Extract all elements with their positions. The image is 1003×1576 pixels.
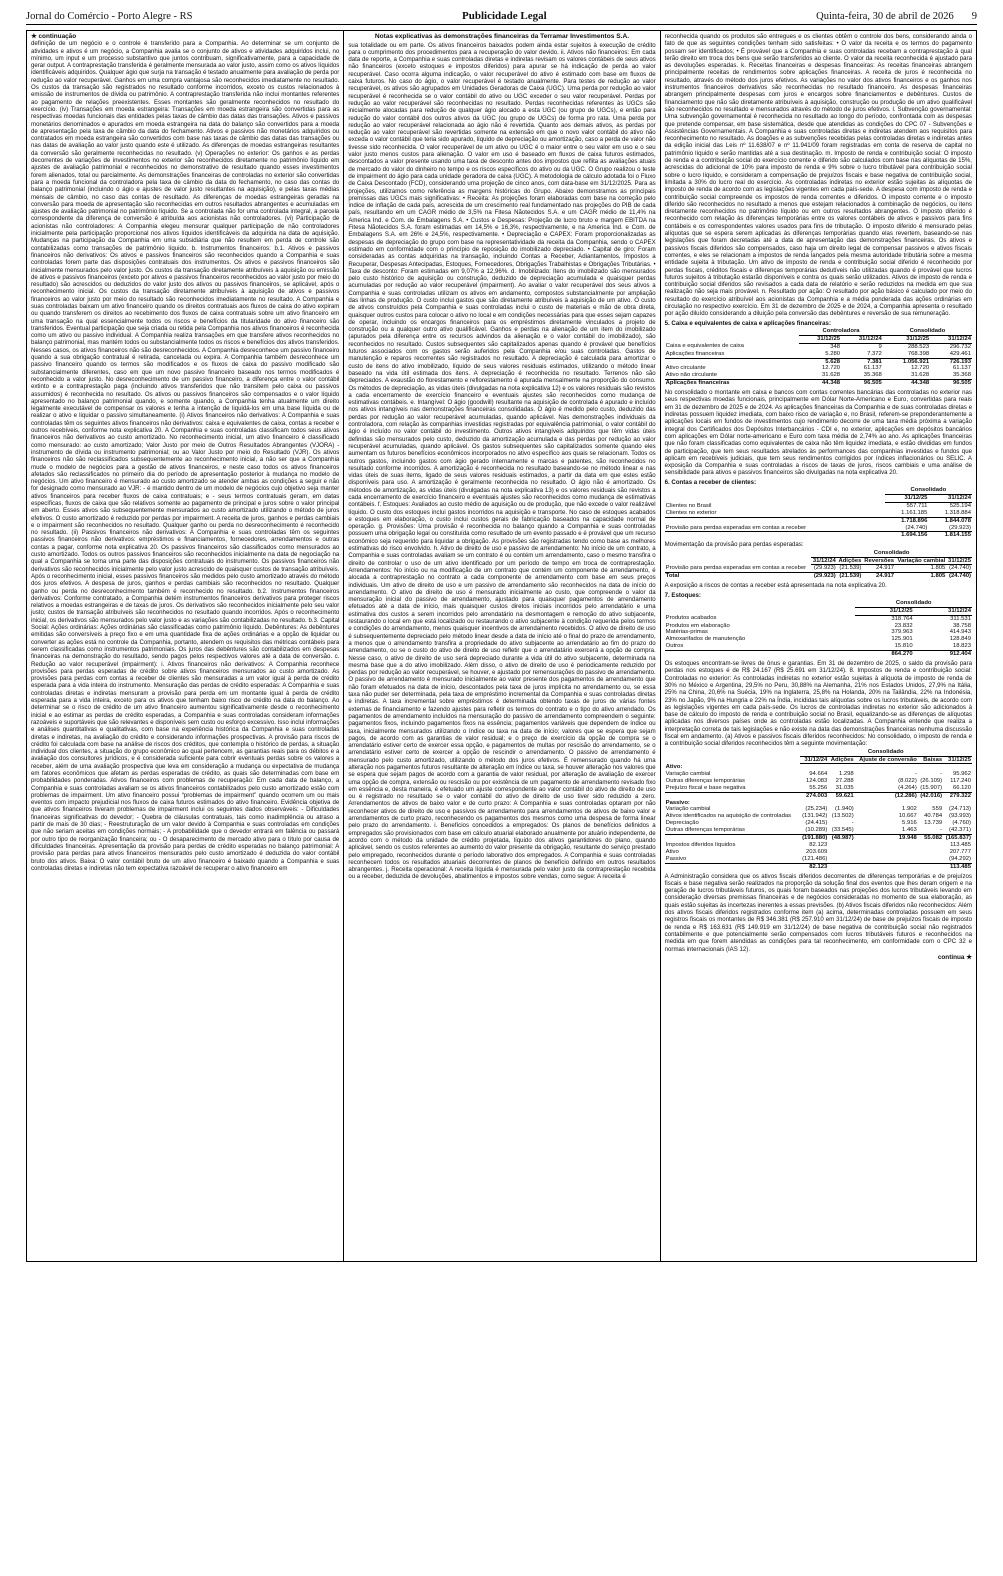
inventory-header-row [665, 607, 972, 615]
deferred-tax-row [665, 764, 972, 771]
deferred-tax-cell [855, 764, 918, 771]
deferred-tax-cell: (15.907) [920, 784, 943, 791]
cash-group-controladora: Controladora [799, 328, 883, 335]
deferred-tax-text: A Administração considera que os ativos fiscais diferidos decorrentes de diferenças temporárias e de prejuízos fiscais e base negativa serão realizados na proporção da solução final dos eventos que lhes deram origem e na geração de lucros tributáveis futuros, os quais foram baseados nas projeções dos lucros tributáveis levando em consideração diversas premissas financeiras e de negócios consideradas no momento de sua elaboração, as quais estão sujeitas às incertezas inerentes a essas previsões. (b) Ativos fiscais diferidos não reconhecidos: Além dos ativos fiscais diferidos registrados conforme item (a) acima, determinadas controladas possuem em seus registros fiscais os montantes de R$ 346.381 (R$ 257.910 em 31/12/24) de base de prejuízos fiscais de imposto de renda e R$ 163.631 (R$ 149.919 em 31/12/24) de base negativa de contribuição social não registrados contabilmente e que potencialmente serão compensados com lucros tributáveis futuros e reconhecidos na medida em que forem atendidas as condições para tal reconhecimento, em conformidade com o CPC 32 e normas internacionais (IAS 12). [664, 872, 972, 953]
inventory-row-label: Produtos em elaboração [665, 622, 730, 629]
deferred-tax-cell: (191.880) [800, 835, 829, 842]
deferred-tax-cell [828, 849, 854, 856]
provision-row-label: Provisão para perdas esperadas em contas a receber [665, 565, 807, 572]
receivables-heading: 6. Contas a receber de clientes: [664, 478, 757, 486]
receivables-row-label: Clientes no exterior [665, 509, 717, 516]
deferred-tax-row [665, 806, 972, 813]
deferred-tax-row-label: Variação cambial [665, 770, 711, 777]
cash-col-header: 31/12/24 [930, 335, 972, 343]
deferred-tax-row [665, 813, 972, 820]
cash-cell: 9 [878, 343, 882, 350]
cash-cell: 768.398 [907, 350, 930, 357]
deferred-tax-cell: (24.415) [805, 820, 828, 827]
deferred-tax-col-header: 31/12/24 [800, 756, 829, 764]
provision-col-header: Reversões [864, 557, 895, 564]
receivables-table [665, 487, 972, 539]
deferred-tax-cell: 274.003 [800, 792, 829, 799]
inventory-cell: 864.270 [855, 651, 913, 658]
inventory-row [665, 643, 972, 650]
deferred-tax-row [665, 842, 972, 849]
deferred-tax-cell: 55.256 [809, 784, 828, 791]
cash-row [665, 372, 972, 379]
provision-row [665, 573, 972, 580]
inventory-row [665, 615, 972, 622]
provision-col-header: 31/12/25 [948, 557, 971, 564]
cash-cell: 1.056.921 [883, 358, 930, 365]
deferred-tax-cell: (4.264) [898, 784, 917, 791]
deferred-tax-cell: 113.485 [943, 863, 972, 870]
inventory-row [665, 623, 972, 630]
deferred-tax-cell: 82.123 [800, 863, 829, 870]
deferred-tax-cell [918, 764, 943, 771]
deferred-tax-col-header: Ajuste de conversão [855, 756, 918, 764]
receivables-row [665, 510, 972, 517]
provision-group: Consolidado [811, 550, 972, 557]
cash-heading: 5. Caixa e equivalentes de caixa e aplicações financeiras: [664, 319, 831, 327]
cash-header-row [665, 335, 972, 343]
cash-cell: 429.461 [949, 350, 971, 357]
deferred-tax-cell: 1.298 [838, 770, 854, 777]
receivables-cell: 1.694.156 [885, 532, 929, 539]
receivables-row [665, 517, 972, 524]
deferred-tax-row-label: Depreciação [665, 820, 699, 827]
deferred-tax-cell: (33.545) [831, 827, 854, 834]
inventory-row [665, 636, 972, 643]
deferred-tax-col-header: 31/12/25 [943, 756, 972, 764]
receivables-cell: 557.711 [906, 502, 928, 509]
provision-header-row [665, 557, 972, 565]
legal-notice-frame [26, 30, 977, 1262]
inventory-cell: 379.963 [891, 629, 913, 636]
receivables-row [665, 502, 972, 509]
deferred-tax-cell [828, 856, 854, 863]
deferred-tax-row [665, 827, 972, 834]
provision-note: A exposição a riscos de contas a receber está apresentada na nota explicativa 20. [664, 582, 887, 590]
provision-cell: 24.917 [876, 565, 895, 572]
newspaper-name: Jornal do Comércio - Porto Alegre - RS [26, 11, 193, 22]
deferred-tax-cell: (8.022) [898, 777, 917, 784]
deferred-tax-row-label: Outras diferenças temporárias [665, 777, 745, 784]
inventory-row-label: Outros [665, 643, 684, 650]
cash-row [665, 351, 972, 358]
inventory-cell: 125.901 [891, 636, 913, 643]
cash-row [665, 358, 972, 365]
provision-cell: (24.740) [949, 565, 971, 572]
deferred-tax-row-label: Ativo: [665, 763, 683, 770]
receivables-row [665, 532, 972, 539]
deferred-tax-cell: 95.962 [952, 770, 971, 777]
inventory-row [665, 651, 972, 658]
cash-cell: 96.505 [841, 380, 883, 387]
cash-cell: 5.280 [825, 350, 841, 357]
deferred-tax-row [665, 820, 972, 827]
receivables-cell: 1.844.078 [928, 517, 972, 524]
deferred-tax-cell [918, 856, 943, 863]
cash-col-header: 31/12/25 [799, 335, 841, 343]
notes-title: Notas explicativas às demonstrações financeiras da Terramar Investimentos S.A. [374, 33, 630, 40]
receivables-row-label: Provisão para perdas esperadas em contas a receber [665, 524, 807, 531]
cash-text: No consolidado o montante em caixa e bancos com contas correntes bancárias das controladas no exterior nas seus respectivas moedas funcionais, principalmente em Dólar Norte-Americano e Euro, convertidas para reais em 31 de dezembro de 2025 e de 2024. As aplicações financeiras da Companhia e de suas controladas diretas e indiretas possuem liquidez imediata, com baixo risco de variação e, no Brasil, referem-se preponderantemente a aplicações locais em fundos de investimentos cujo rendimento decorre de uma taxa média próxima a variação integral dos Certificados dos Depósitos Interbancários - CDI e, no exterior, aplicações em depósitos bancários com aplicações em Dólar norte-americano e Euro com taxa média de 2,74% ao ano. As aplicações financeiras que não foram classificadas como equivalentes de caixa não têm liquidez imediata, e estão divididas em fundos de participação, que tem seus resultados atrelados às performances das companhias investidas e fundos que aplicam em recebíveis judiciais, que tem seus rendimentos corrigidos por índices inflacionários ou SELIC. A exposição da Companhia e suas controladas a riscos de taxas de juros, riscos cambiais e uma análise de sensibilidade para ativos e passivos financeiros são divulgadas na nota explicativa 20. [664, 389, 972, 477]
cash-row-label: Aplicações financeiras [665, 380, 800, 387]
deferred-tax-table [665, 749, 972, 871]
deferred-tax-cell [855, 863, 918, 870]
cash-row [665, 343, 972, 350]
continua-marker: continua ★ [937, 953, 972, 961]
provision-cell: 1.805 [930, 565, 946, 572]
deferred-tax-row-label: Passivo [665, 855, 687, 862]
deferred-tax-row-label [665, 835, 800, 842]
receivables-cell: (24.740) [905, 524, 928, 531]
deferred-tax-cell: - [940, 827, 943, 834]
cash-cell: 44.348 [799, 380, 841, 387]
deferred-tax-cell: 1.463 [902, 827, 917, 834]
deferred-tax-cell: (165.837) [943, 835, 972, 842]
deferred-tax-col-header: Adições [828, 756, 854, 764]
masthead-right [816, 11, 977, 22]
provision-cell: (29.923) [811, 573, 837, 580]
provision-cell: (21.539) [837, 573, 863, 580]
deferred-tax-cell: (4.760) [952, 820, 971, 827]
deferred-tax-cell: 5.916 [902, 820, 917, 827]
receivables-col-header: 31/12/24 [928, 494, 972, 502]
inventory-text: Os estoques encontram-se livres de ônus e garantias. Em 31 de dezembro de 2025, o saldo da provisão para perdas nos estoques é de R$ 24.167 (R$ 25.691 em 31/12/24). 8. Impostos de renda e contribuição social: Controladas no exterior: As controladas indiretas no exterior estão sujeitas à alíquota de imposto de renda de 30% no México e Argentina, 29,5% no Peru, 30,88% na Alemanha, 21% nos Estados Unidos, 27,9% na Itália, 25% na China, 20,6% na Suécia, 19% na Inglaterra, 25,8% na Holanda, 20% na Tailândia, 22% na Indonésia, 23% no Japão, 9% na Hungria e 22% na Índia, incididas tais alíquotas sobre os lucros tributáveis, de acordo com as legislações vigentes em cada país-sede. Os lucros de controladas indiretas no exterior são adicionados à base de cálculo do imposto de renda e contribuição social no Brasil, equalizando-se as diferenças de alíquotas aplicadas nos diversos países onde as controladas estão localizadas. A Companhia entende que realiza a interpretação correta de tais legislações e não existe na data das demonstrações financeiras nenhuma discussão fiscal em andamento. (a) Ativos e passivos fiscais diferidos reconhecidos: No consolidado, o imposto de renda e a contribuição social diferidos reconhecidos têm a seguinte movimentação: [664, 660, 972, 748]
deferred-tax-row-label: Outras diferenças temporárias [665, 827, 745, 834]
cash-row-label: Aplicações financeiras [665, 350, 725, 357]
deferred-tax-row-label: Ativo [665, 848, 679, 855]
deferred-tax-cell: (48.987) [828, 835, 854, 842]
receivables-row-label: Clientes no Brasil [665, 502, 712, 509]
deferred-tax-cell: 124.083 [806, 777, 828, 784]
deferred-tax-cell [918, 800, 943, 807]
cash-cell: 61.137 [863, 365, 882, 372]
cash-cell: 35.368 [952, 372, 971, 379]
cash-cell: 348 [830, 343, 841, 350]
provision-row [665, 565, 972, 573]
deferred-tax-cell: (42.371) [949, 827, 971, 834]
deferred-tax-cell: 1.902 [902, 806, 917, 813]
deferred-tax-cell: (25.234) [805, 806, 828, 813]
inventory-cell: 414.943 [949, 629, 971, 636]
cash-row [665, 365, 972, 372]
cash-row-label: Ativo não circulante [665, 372, 718, 379]
inventory-cell: 23.832 [894, 622, 913, 629]
inventory-table [665, 600, 972, 658]
deferred-tax-row-label: Ativos identificados na aquisição de controladas [665, 813, 792, 820]
deferred-tax-cell [918, 842, 943, 849]
cash-col-header: 31/12/25 [883, 335, 930, 343]
cash-table [665, 328, 972, 387]
provision-row-label: Total [665, 573, 811, 580]
inventory-cell: 38.758 [952, 622, 971, 629]
publication-date: Quinta-feira, 30 de abril de 2026 [816, 11, 954, 22]
deferred-tax-row [665, 856, 972, 863]
deferred-tax-cell: - [940, 770, 943, 777]
body-text-col1: definição de um negócio e o controle é transferido para a Companhia. Ao determinar se um conjunto de atividades e ativos é um negócio, a Companhia avalia se o conjunto de ativos e atividades adquiridos inclui, no mínimo, um input e um processo substantivo que juntos contribuam, significativamente, para a capacidade de gerar output. A contraprestação transferida é geralmente mensurada ao valor justo, assim como os ativos líquidos identificáveis adquiridos. Qualquer ágio que surja na transação é testado anualmente para avaliação de perda por redução ao valor recuperável. Ganhos em uma compra vantajosa são reconhecidos imediatamente no resultado. Os custos da transação são registrados no resultado conforme incorridos, exceto os custos relacionados à emissão de instrumentos de dívida ou patrimônio. A contraprestação transferida não inclui montantes referentes ao pagamento de relações preexistentes. Esses montantes são geralmente reconhecidos no resultado do exercício. (iv) Transações em moeda estrangeira: Transações em moeda estrangeira são convertidas para as respectivas moedas funcionais das entidades pelas taxas de câmbio das datas das transações. Ativos e passivos monetários denominados e apurados em moeda estrangeira na data do balanço são convertidos para a moeda de apresentação pela taxa de câmbio da data do fechamento. Ativos e passivos não monetários adquiridos ou contratados em moeda estrangeira são convertidos com base nas taxas de câmbio das datas das transações ou nas datas de avaliação ao valor justo quando este é utilizado. As diferenças de moedas estrangeiras resultantes da conversão são geralmente reconhecidas no resultado. (v) Operações no exterior: Os ganhos e as perdas decorrentes de variações de investimentos no exterior são reconhecidos diretamente no patrimônio líquido em ajustes de avaliação patrimonial e reconhecidos no demonstrativo de resultado quando esses investimentos forem alienados, total ou parcialmente. As demonstrações financeiras de controladas no exterior são convertidas para a moeda funcional da controladora pela taxa de câmbio da data do fechamento, no caso das contas do balanço patrimonial (incluindo o ágio e ajustes de valor justo resultantes na aquisição), e pelas taxas médias mensais de câmbio, no caso das contas de resultado. As diferenças de moedas estrangeiras geradas na conversão para moeda de apresentação são reconhecidas em outros resultados abrangentes e acumuladas em ajustes de avaliação patrimonial no patrimônio líquido. Se a controlada não for uma controlada integral, a parcela correspondente da diferença de conversão é atribuída aos acionistas não controladores. (vi) Participação de acionistas não controladores: A Companhia elegeu mensurar qualquer participação de não controladores inicialmente pela participação proporcional nos ativos líquidos identificáveis da adquirida na data de aquisição. Mudanças na participação da Companhia em uma subsidiária que não resultem em perda de controle são contabilizadas como transações de patrimônio líquido. b. Instrumentos financeiros: b.1. Ativos e passivos financeiros não derivativos: Os ativos e passivos financeiros são reconhecidos quando a Companhia e suas controladas forem parte das disposições contratuais dos instrumentos. Os ativos e passivos financeiros são inicialmente mensurados pelo valor justo. Os custos da transação diretamente atribuíveis à aquisição ou emissão de ativos e passivos financeiros (exceto por ativos e passivos financeiros reconhecidos ao valor justo por meio do resultado) são acrescidos ou deduzidos do valor justo dos ativos ou passivos financeiros, se aplicável, após o reconhecimento inicial. Os custos da transação diretamente atribuíveis à aquisição de ativos e passivos financeiros ao valor justo por meio do resultado são reconhecidos imediatamente no resultado. A Companhia e suas controladas baixam um ativo financeiro quando os direitos contratuais aos fluxos de caixa do ativo expiram ou quando transferem os direitos ao recebimento dos fluxos de caixa contratuais sobre um ativo financeiro em uma transação na qual essencialmente todos os riscos e benefícios da titularidade do ativo financeiro são transferidos. Eventual participação que seja criada ou retida pela Companhia nos ativos financeiros é reconhecida como um ativo ou passivo individual. A Companhia realiza transações em que transfere ativos reconhecidos no balanço patrimonial, mas mantém todos ou substancialmente todos os riscos e benefícios dos ativos transferidos. Nesses casos, os ativos financeiros não são desreconhecidos. A Companhia desreconhece um passivo financeiro quando a sua obrigação contratual é retirada, cancelada ou expira. A Companhia também desreconhece um passivo financeiro quando os termos são modificados e os fluxos de caixa do passivo modificado são substancialmente diferentes, caso em que um novo passivo financeiro baseado nos termos modificados é reconhecido a valor justo. No desreconhecimento de um passivo financeiro, a diferença entre o valor contábil extinto e a contraprestação paga (incluindo ativos transferidos que não transitem pelo caixa ou passivos assumidos) é reconhecida no resultado. Os ativos ou passivos financeiros são compensados e o valor líquido apresentado no balanço patrimonial quando, e somente quando, a Companhia tenha atualmente um direito legalmente executável de compensar os valores e tenha a intenção de liquidá-los em uma base líquida ou de realizar o ativo e liquidar o passivo simultaneamente. (i) Ativos financeiros não derivativos: A Companhia e suas controladas têm os seguintes ativos financeiros não derivativos: caixa e equivalentes de caixa, contas a receber e outros recebíveis, conforme nota explicativa 20. A Companhia e suas controladas classificam todos seus ativos financeiros não derivativos ao custo amortizado. No reconhecimento inicial, um ativo financeiro é classificado como mensurado: ao custo amortizado; Valor Justo por meio de Outros Resultados Abrangentes (VJORA) - instrumento de dívida ou instrumento patrimonial; ou ao Valor Justo por meio do Resultado (VJR). Os ativos financeiros não são reclassificados subsequentemente ao reconhecimento inicial, a não ser que a Companhia mude o modelo de negócios para a gestão de ativos financeiros, e neste caso todos os ativos financeiros afetados são reclassificados no primeiro dia do período de apresentação posterior à mudança no modelo de negócios. Um ativo financeiro é mensurado ao custo amortizado se atender ambas as condições a seguir e não for designado como mensurado ao VJR: - é mantido dentro de um modelo de negócios cujo objetivo seja manter ativos financeiros para receber fluxos de caixa contratuais; e - seus termos contratuais geram, em datas específicas, fluxos de caixa que são relativos somente ao pagamento de principal e juros sobre o valor principal em aberto. Esses ativos são subsequentemente mensurados ao custo amortizado utilizando o método de juros efetivos. O custo amortizado é reduzido por perdas por impairment. A receita de juros, ganhos e perdas cambiais e o impairment são reconhecidos no resultado. Qualquer ganho ou perda no desreconhecimento é reconhecido no resultado. (ii) Passivos financeiros não derivativos: A Companhia e suas controladas têm os seguintes passivos financeiros não derivativos: empréstimos e financiamentos, fornecedores, arrendamentos e outras contas a pagar, conforme nota explicativa 20. Os passivos financeiros são classificados como mensurados ao custo amortizado. Todos os outros passivos financeiros são reconhecidos inicialmente na data de negociação na qual a Companhia se torna uma parte das disposições contratuais do instrumento. Os passivos financeiros não derivativos são reconhecidos inicialmente pelo valor justo acrescido de quaisquer custos de transação atribuíveis. Após o reconhecimento inicial, esses passivos financeiros são medidos pelo custo amortizado através do método dos juros efetivos. A despesa de juros, ganhos e perdas cambiais são reconhecidos no resultado. Qualquer ganho ou perda no desreconhecimento também é reconhecido no resultado. b.2. Instrumentos financeiros derivativos: Conforme contratado, a Companhia detém instrumentos financeiros derivativos para proteger riscos relativos a moedas estrangeiras e de taxas de juros. Os derivativos são reconhecidos inicialmente pelo seu valor justo; custos de transação atribuíveis são reconhecidos no resultado quando incorridos. Após o reconhecimento inicial, os derivativos são mensurados pelo valor justo e as variações são contabilizadas no resultado. b.3. Capital Social: Ações ordinárias: Ações ordinárias são classificadas como patrimônio líquido. Debêntures: As debêntures emitidas são conversíveis a preço fixo e em uma quantidade fixa de ações ordinárias e a opção de liquidar ou converter as ações está no controle da Companhia, portanto, atendem os requisitos das métricas contábeis para serem classificadas como instrumentos patrimoniais. Os juros das debêntures são contabilizados em despesas financeiras na demonstração do resultado, sendo pagos pelos respectivos valores até a data de conversão. c. Redução ao valor recuperável (impairment): i. Ativos financeiros não derivativos: A Companhia reconhece provisões para perdas esperadas de crédito sobre ativos financeiros mensurados ao custo amortizado. As provisões para perdas com contas a receber de clientes são mensuradas a um valor igual à perda de crédito esperada para a vida inteira do instrumento. Mensuração das perdas de crédito esperadas: A Companhia e suas controladas diretas e indiretas mensuram a provisão para perda em um montante igual à perda de crédito esperada para a vida inteira, exceto para os ativos que tenham baixo risco de crédito na data do balanço. Ao determinar se o risco de crédito de um ativo financeiro aumentou significativamente desde o reconhecimento inicial e ao estimar as perdas de crédito esperadas, a Companhia e suas controladas consideram informações razoáveis e suportáveis que são relevantes e disponíveis sem custo ou esforço excessivo. Isso inclui informações e análises quantitativas e qualitativas, com base na experiência histórica da Companhia e suas controladas diretas e indiretas, na avaliação do crédito e considerando informações prospectivas. A provisão para riscos de crédito foi calculada com base na análise de riscos dos créditos, que contempla o histórico de perdas, a situação individual dos clientes, a situação do grupo econômico ao qual pertencem, as garantias reais para os débitos e a avaliação dos consultores jurídicos, e é considerada suficiente para cobrir eventuais perdas sobre os valores a receber, além de uma avaliação prospectiva que leva em consideração a mudança ou expectativa de mudança em fatores econômicos que afetam as perdas esperadas de crédito, as quais são determinadas com base em probabilidades ponderadas. Ativos financeiros com problemas de recuperação: Em cada data de balanço, a Companhia e suas controladas avaliam se os ativos financeiros contabilizados pelo custo amortizado estão com problemas de impairment. Um ativo financeiro possui “problemas de impairment” quando ocorrem um ou mais eventos com impacto prejudicial nos fluxos de caixa futuros estimados do ativo financeiro. Evidência objetiva de que ativos financeiros tiveram problemas de impairment inclui os seguintes dados observáveis: - Dificuldades financeiras significativas do devedor; - Quebra de cláusulas contratuais, tais como inadimplência ou atraso a partir de mais de 30 dias; - Reestruturação de um valor devido à Companhia e suas controladas em condições que não seriam aceitas em condições normais; - A probabilidade que o devedor entrará em falência ou passará por outro tipo de reorganização financeira; ou - O desaparecimento de mercado ativo para o título por causa de dificuldades financeiras. Apresentação da provisão para perdas de crédito esperadas no balanço patrimonial: A provisão para perdas para ativos financeiros mensurados pelo custo amortizado é deduzida do valor contábil bruto dos ativos. Baixa: O valor contábil bruto de um ativo financeiro é baixado quando a Companhia e suas controladas diretas e indiretas não tem expectativa razoável de recuperar o ativo financeiro em [31, 40, 340, 872]
deferred-tax-cell [855, 800, 918, 807]
deferred-tax-cell [828, 764, 854, 771]
deferred-tax-cell: (10.289) [805, 827, 828, 834]
deferred-tax-cell [855, 842, 918, 849]
column-3 [660, 31, 976, 1261]
deferred-tax-row [665, 800, 972, 807]
deferred-tax-cell: 59.621 [828, 792, 854, 799]
deferred-tax-group: Consolidado [800, 749, 972, 756]
deferred-tax-cell [828, 842, 854, 849]
cash-cell: 31.628 [822, 372, 841, 379]
deferred-tax-cell: (12.286) [855, 792, 918, 799]
deferred-tax-cell: 207.777 [949, 848, 971, 855]
provision-cell: (24.740) [946, 573, 972, 580]
provision-heading: Movimentação da provisão para perdas esperadas: [664, 541, 804, 549]
inventory-group: Consolidado [855, 600, 972, 607]
inventory-heading: 7. Estoques: [664, 591, 701, 599]
deferred-tax-cell: 113.485 [950, 841, 971, 848]
deferred-tax-row [665, 849, 972, 856]
cash-group-consolidado: Consolidado [883, 328, 972, 335]
column-1 [27, 31, 343, 1261]
receivables-group: Consolidado [885, 487, 972, 494]
deferred-tax-cell: 10.667 [898, 813, 917, 820]
section-title: Publicidade Legal [462, 10, 547, 22]
provision-cell: 24.917 [862, 573, 895, 580]
deferred-tax-cell [828, 800, 854, 807]
cash-cell: 288.523 [907, 343, 930, 350]
cash-cell: 12.720 [822, 365, 841, 372]
deferred-tax-row-label [665, 792, 800, 799]
provision-col-header: 31/12/24 [812, 557, 836, 564]
body-text-col3-top: reconhecida quando os produtos são entregues e os clientes obtêm o controle dos bens, considerando ainda o fato de que as seguintes condições tenham sido satisfeitas: • O valor da receita e os termos do pagamento possam ser identificados; • É provável que a Companhia e suas controladas recebam a contraprestação à qual terão direito em troca dos bens que serão transferidos ao cliente. O valor da receita reconhecida é ajustado para as devoluções esperadas. k. Receitas financeiras e despesas financeiras: As receitas financeiras abrangem principalmente receitas de rendimentos sobre aplicações financeiras. A receita de juros é reconhecida no resultado, através do método dos juros efetivos. As variações no valor dos ativos financeiros e os ganhos nos instrumentos financeiros derivativos são reconhecidas no resultado financeiro. As despesas financeiras abrangem principalmente despesas com juros e encargos sobre financiamentos e debêntures. Custos de financiamento que não são diretamente atribuíveis à aquisição, construção ou produção de um ativo qualificável são reconhecidos no resultado e mensurados através do método de juros efetivos. l. Subvenção governamental: Uma subvenção governamental é reconhecida no resultado ao longo do período, confrontada com as despesas que pretende compensar, em base sistemática, desde que atendidas as condições do CPC 07 - Subvenções e Assistências Governamentais. A Companhia e suas controladas diretas e indiretas atendem aos requisitos para reconhecimento no resultado. As doações e as subvenções recebidas pelas controladas diretas e indiretas antes da edição inicial das Leis nº 11.638/07 e nº 11.941/09 foram registradas em conta de reserva de capital no patrimônio líquido e serão mantidas até a sua destinação. m. Imposto de renda e contribuição social: O imposto de renda e a contribuição social do exercício corrente e diferido são calculados com base nas alíquotas de 15%, acrescidas do adicional de 10% para imposto de renda e 9% sobre o lucro tributável para contribuição social sobre o lucro líquido, e consideram a compensação de prejuízos fiscais e base negativa de contribuição social, limitada a 30% do lucro real do exercício. As controladas indiretas no exterior estão sujeitas às alíquotas de imposto de renda de acordo com as legislações vigentes em cada país-sede. A despesa com imposto de renda e contribuição social compreende os impostos de renda correntes e diferidos. O imposto corrente e o imposto diferido são reconhecidos no resultado a menos que estejam relacionados à combinação de negócios, ou itens diretamente reconhecidos no patrimônio líquido ou em outros resultados abrangentes. O imposto diferido é reconhecido com relação às diferenças temporárias entre os valores contábeis de ativos e passivos para fins contábeis e os correspondentes valores usados para fins de tributação. O imposto diferido é mensurado pelas alíquotas que se espera serem aplicadas às diferenças temporárias quando elas revertem, baseando-se nas legislações que foram decretadas até a data de apresentação das demonstrações financeiras. Os ativos e passivos fiscais diferidos são compensados, caso haja um direito legal de compensar passivos e ativos fiscais correntes, e eles se relacionam a impostos de renda lançados pela mesma autoridade tributária sobre a mesma entidade sujeita à tributação. Um ativo de imposto de renda e contribuição social diferido é reconhecido por perdas fiscais, créditos fiscais e diferenças temporárias dedutíveis não utilizadas quando é provável que lucros futuros sujeitos à tributação estarão disponíveis e contra os quais serão utilizados. Ativos de imposto de renda e contribuição social diferidos são revisados a cada data de relatório e serão reduzidos na medida em que sua realização não seja mais provável. n. Resultado por ação: O resultado por ação básico é calculado por meio do resultado do exercício atribuível aos acionistas da Companhia e a média ponderada das ações ordinárias em circulação no respectivo exercício. Em 31 de dezembro de 2025 e de 2024, a Companhia apresenta o resultado por ação diluído considerando a diluição pela conversão das debêntures e reversão de sua remuneração. [664, 33, 972, 318]
cash-cell: 5.628 [799, 358, 841, 365]
deferred-tax-row [665, 863, 972, 870]
cash-cell: 7.381 [841, 358, 883, 365]
deferred-tax-cell: 55.082 [918, 835, 943, 842]
receivables-cell: 1.161.185 [901, 509, 928, 516]
deferred-tax-cell: 31.035 [835, 784, 854, 791]
deferred-tax-cell [918, 863, 943, 870]
deferred-tax-cell [943, 800, 972, 807]
deferred-tax-cell [800, 800, 829, 807]
deferred-tax-col-header: Baixas [918, 756, 943, 764]
receivables-cell: 525.194 [949, 502, 971, 509]
receivables-row-label [665, 517, 885, 524]
inventory-cell: 318.764 [891, 615, 913, 622]
cash-row-label: Caixa e equivalentes de caixa [665, 343, 744, 350]
column-2 [343, 31, 659, 1261]
cash-cell: 31.628 [911, 372, 930, 379]
body-text-col2: sua totalidade ou em parte. Os ativos financeiros baixados podem ainda estar sujeitos à execução de crédito para o cumprimento dos procedimentos para a recuperação do valor devido. ii. Ativos não financeiros: Em cada data de reporte, a Companhia e suas controladas diretas e indiretas revisam os valores contábeis de seus ativos não financeiros (exceto estoques e impostos diferidos) para apurar se há indicação de perda ao valor recuperável. Caso ocorra alguma indicação, o valor recuperável do ativo é estimado com base em fluxos de caixa futuros. No caso do ágio, o valor recuperável é testado anualmente. Para testes de redução ao valor recuperável, os ativos são agrupados em Unidades Geradoras de Caixa (UGC). Uma perda por redução ao valor recuperável é reconhecida se o valor contábil do ativo ou UGC exceder o seu valor recuperável. Perdas por redução ao valor recuperável são reconhecidas no resultado. Perdas reconhecidas referentes às UGCs são inicialmente alocadas para redução de qualquer ágio alocado a esta UGC (ou grupo de UGCs), e então para redução do valor contábil dos outros ativos da UGC (ou grupo de UGCs) de forma pro rata. Uma perda por redução ao valor recuperável relacionada ao ágio não é revertida. Quanto aos demais ativos, as perdas por redução ao valor recuperável são revertidas somente na extensão em que o novo valor contábil do ativo não exceda o valor contábil que teria sido apurado, líquido de depreciação ou amortização, caso a perda de valor não tivesse sido reconhecida. O valor recuperável de um ativo ou UGC é o maior entre o seu valor em uso e o seu valor justo menos custos para alienação. O valor em uso é baseado em fluxos de caixa futuros estimados, descontados a valor presente usando uma taxa de desconto antes dos impostos que reflita as avaliações atuais de mercado do valor do dinheiro no tempo e os riscos específicos do ativo ou da UGC. O Grupo realizou o teste de impairment do ágio para cada unidade geradora de caixa (UGC). A metodologia de cálculo adotada foi o Fluxo de Caixa Descontado (FCD), considerando uma projeção de cinco anos, com data-base em 31/12/2025. Para as projeções, utilizamos como referência as margens históricas do Grupo. Abaixo demonstramos as principais premissas das UGCs mais significativas: • Receita: As projeções foram elaboradas com base na correção pelo índice de inflação de cada país, acrescida de um crescimento real fundamentado nas projeções do PIB de cada país, resultando em um CAGR médio de 3,5% na Fitesa Nãotecidos S.A. e um CAGR médio de 11,4% na America Ind. e Com. de Embalagens S.A. • Custos e Despesas: Projeção de lucro bruto e margem EBITDA na Fitesa Nãotecidos S.A. foram estimadas em 14,5% e 16,3%, respectivamente, e na America Ind. e Com. de Embalagens S.A. em 26% e 24,5%, respectivamente. • Depreciação e CAPEX: Foram proporcionalizadas as despesas de depreciação do grupo com base na representatividade da receita da Companhia, sendo o CAPEX estimado em conformidade com o princípio de reposição do imobilizado depreciado. • Capital de giro: Foram consideradas as contas adquiridas na transação, incluindo Contas a Receber, Adiantamentos, Impostos a Recuperar, Despesas Antecipadas, Estoques, Fornecedores, Obrigações Trabalhistas e Obrigações Tributárias. • Taxa de desconto: Foram estimadas em 9,07% a 12,96%. d. Imobilizado: Itens do imobilizado são mensurados pelo custo histórico de aquisição ou construção, deduzido de depreciação acumulada e quaisquer perdas acumuladas por redução ao valor recuperável (impairment). Ao avaliar o valor recuperável dos seus ativos a Companhia e suas controladas utilizam os ativos em andamento, compostos substancialmente por ampliação das linhas de produção. O custo inclui gastos que são diretamente atribuíveis à aquisição de um ativo. O custo de ativos construídos pela Companhia e suas controladas inclui o custo de materiais e mão de obra direta, quaisquer outros custos para colocar o ativo no local e em condições necessárias para que esses sejam capazes de operar, incluindo os encargos financeiros para os empréstimos diretamente vinculados a projeto de construção ou a qualquer outro ativo qualificável. Ganhos e perdas na alienação de um item do imobilizado (apurados pela diferença entre os recursos advindos da alienação e o valor contábil do imobilizado), são reconhecidos no resultado. Custos subsequentes são capitalizados apenas quando é provável que benefícios futuros associados com os gastos serão auferidos pela Companhia e/ou suas controladas. Gastos de manutenção e reparos recorrentes são registrados no resultado. A depreciação é calculada para amortizar o custo de itens do ativo imobilizado, líquido de seus valores residuais estimados, utilizando o método linear baseado na vida útil estimada dos itens. A depreciação é reconhecida no resultado. Terrenos não são depreciados. A exaustão do florestamento e reflorestamento é apurada mensalmente na proporção do consumo. Os métodos de depreciação, as vidas úteis (divulgadas na nota explicativa 12) e os valores residuais são revistos a cada encerramento de exercício financeiro e eventuais ajustes são reconhecidos como mudança de estimativas contábeis. e. Intangível: O ágio (goodwill) resultante na aquisição de controlada é apurado e incluído nos ativos intangíveis nas demonstrações financeiras consolidadas. O ágio é medido pelo custo, deduzido das perdas por redução ao valor recuperável acumuladas, quando aplicável. Nas demonstrações individuais da controladora, com relação às companhias investidas registradas por equivalência patrimonial, o valor contábil do ágio é incluído no valor contábil do investimento. Outros ativos intangíveis adquiridos que têm vidas úteis definidas são mensurados pelo custo, deduzido da amortização acumulada e das perdas por redução ao valor recuperável acumuladas, quando aplicável. Os gastos subsequentes são capitalizados somente quando eles aumentam os futuros benefícios econômicos incorporados no ativo específico aos quais se relacionam. Todos os outros gastos, incluindo gastos com ágio gerado internamente e marcas e patentes, são reconhecidos no resultado conforme incorridos. A amortização é reconhecida no resultado baseando-se no método linear e nas vidas úteis de suas items, ligado de seus valores residuais estimados, a partir da data em que estes estão disponíveis para uso. A amortização é geralmente reconhecida no resultado. O ágio não é amortizado. Os métodos de amortização, as vidas úteis (divulgadas na nota explicativa 13) e os valores residuais são revistos a cada encerramento de exercício financeiro e eventuais ajustes são reconhecidos como mudança de estimativas contábeis. f. Estoques: Avaliados ao custo médio de aquisição ou de produção, que não excede o valor realizável líquido. O custo dos estoques inclui gastos incorridos na aquisição e transporte. No caso de estoques acabados e estoques em elaboração, o custo inclui custos gerais de fabricação baseados na capacidade normal de operação. g. Provisões: Uma provisão é reconhecida no balanço quando a Companhia e suas controladas possuem uma obrigação legal ou constituída como resultado de um evento passado e é provável que um recurso econômico seja requerido para liquidar a obrigação. As provisões são registradas tendo como base as melhores estimativas do risco envolvido. h. Ativo de direito de uso e passivo de arrendamento: No início de um contrato, a Companhia e suas controladas avaliam se um contrato é ou contém um arrendamento, caso o mesmo transfira o direito de controlar o uso de um ativo identificado por um período de tempo em troca de contraprestação. Arrendamentos: No início ou na modificação de um contrato que contém um componente de arrendamento, é alocada a contraprestação no contrato a cada componente de arrendamento com base em seus preços individuais. Um ativo de direito de uso e um passivo de arrendamento são reconhecidos na data de início do arrendamento. O ativo de direito de uso é mensurado inicialmente ao custo, que compreende o valor da mensuração inicial do passivo de arrendamento, ajustado para quaisquer pagamentos de arrendamento efetuados até a data de início, mais quaisquer custos diretos iniciais incorridos pelo arrendatário e uma estimativa dos custos a serem incorridos pelo arrendatário na desmontagem e remoção do ativo subjacente, restaurando o local em que está localizado ou restaurando o ativo subjacente à condição requerida pelos termos e condições do arrendamento, menos quaisquer incentivos de arrendamento recebidos. O ativo de direito de uso é subsequentemente depreciado pelo método linear desde a data de início até o final do prazo de arrendamento, a menos que o arrendamento transfira a propriedade do ativo subjacente ao arrendatário ao fim do prazo do arrendamento, ou se o custo do ativo de direito de uso refletir que o arrendatário exercerá a opção de compra. Nesse caso, o ativo de direito de uso será depreciado durante a vida útil do ativo subjacente, determinada na mesma base que a do ativo imobilizado. Além disso, o ativo de direito de uso é periodicamente reduzido por perdas por redução ao valor recuperável, se houver, e ajustado por remensurações do passivo de arrendamento. O passivo de arrendamento é mensurado inicialmente ao valor presente dos pagamentos de arrendamento que não foram efetuados na data de início, descontados pela taxa de juros implícita no arrendamento ou, se essa taxa não puder ser determinada, pela taxa de empréstimo incremental da Companhia e suas controladas diretas e indiretas. A taxa incremental sobre empréstimos é determinada obtendo taxas de juros de várias fontes externas de financiamento e fazendo ajustes para refletir os termos do contrato e o tipo do ativo arrendado. Os pagamentos de arrendamento incluídos na mensuração do passivo de arrendamento compreendem o seguinte: pagamentos fixos, incluindo pagamentos fixos na essência; pagamentos variáveis que dependem de índice ou taxa, inicialmente mensurados utilizando o índice ou taxa na data de início; valores que se espera que sejam pagos, de acordo com as garantias de valor residual; e o preço de exercício da opção de compra se o arrendatário estiver certo de exercer essa opção, e pagamentos de multas por rescisão do arrendamento, se o arrendatário estiver certo de exercer a opção de rescindir o arrendamento. O passivo de arrendamento é mensurado pelo custo amortizado, utilizando o método dos juros efetivos. É remensurado quando há uma alteração nos pagamentos futuros resultante de alteração em índice ou taxa, se houver alteração nos valores que se espera que sejam pagos de acordo com a garantia de valor residual, por alteração de avaliação de exercer uma opção de compra, extensão ou rescisão ou por existência de um pagamento de arrendamento revisado fixo em essência e, desta maneira, é efetuado um ajuste correspondente ao valor contábil do ativo de direito de uso ou é registrado no resultado se o valor contábil do ativo de direito de uso tiver sido reduzido a zero. Arrendamentos de ativos de baixo valor e de curto prazo: A Companhia e suas controladas optaram por não reconhecer ativos de direito de uso e passivos de arrendamento para arrendamentos de ativos de baixo valor e arrendamentos de curto prazo, reconhecendo os pagamentos dos mesmos como uma despesa de forma linear pelo prazo do arrendamento. i. Benefícios concedidos a empregados: Os planos de benefícios definidos a empregados são provisionados com base em cálculo atuarial elaborado anualmente por atuário independente, de acordo com o método da unidade de crédito projetada, líquido dos ativos garantidores do plano, quando aplicável, sendo os custos referentes ao aumento do valor presente da obrigação, resultante do serviço prestado pelo empregado, reconhecidos durante o período laborativo dos empregados. A Companhia e suas controladas reconhecem todos os resultados atuariais decorrentes de planos de benefício definido em outros resultados abrangentes. j. Receita operacional: A receita líquida é mensurada pelo valor justo da contraprestação recebida ou a receber, deduzida de devoluções, abatimentos e impostos sobre vendas, como segue: A receita é [348, 41, 656, 881]
cash-row-label [665, 358, 800, 365]
cash-cell: 44.348 [883, 380, 930, 387]
deferred-tax-cell [855, 849, 918, 856]
deferred-tax-cell: 40.784 [924, 813, 943, 820]
page-number: 9 [971, 11, 977, 22]
receivables-cell: (29.923) [949, 524, 971, 531]
cash-cell: 35.368 [863, 372, 882, 379]
deferred-tax-row [665, 778, 972, 785]
cash-row-label: Ativo circulante [665, 365, 706, 372]
inventory-col-header: 31/12/24 [914, 607, 972, 615]
deferred-tax-row-label: Prejuízo fiscal e base negativa [665, 784, 746, 791]
inventory-cell: 18.823 [952, 643, 971, 650]
cash-cell: 296.732 [949, 343, 971, 350]
deferred-tax-cell: 279.322 [943, 792, 972, 799]
deferred-tax-row-label: Variação cambial [665, 806, 711, 813]
receivables-row-label [665, 532, 885, 539]
deferred-tax-header-row [665, 756, 972, 764]
cash-col-header: 31/12/24 [841, 335, 883, 343]
deferred-tax-row [665, 771, 972, 778]
receivables-cell: 1.814.155 [928, 532, 972, 539]
receivables-cell: 1.318.884 [944, 509, 971, 516]
deferred-tax-cell: (26.109) [920, 777, 943, 784]
deferred-tax-cell: (1.940) [835, 806, 854, 813]
deferred-tax-cell: - [914, 770, 917, 777]
deferred-tax-cell: (93.993) [949, 813, 971, 820]
deferred-tax-cell: 559 [932, 806, 943, 813]
inventory-cell: 128.849 [949, 636, 971, 643]
inventory-row-label [665, 651, 856, 658]
receivables-header-row [665, 494, 972, 502]
deferred-tax-cell: 94.664 [809, 770, 828, 777]
deferred-tax-row-label: Passivo: [665, 799, 690, 806]
deferred-tax-cell [918, 849, 943, 856]
deferred-tax-cell [828, 863, 854, 870]
masthead [26, 8, 977, 25]
deferred-tax-cell: 27.288 [835, 777, 854, 784]
provision-cell: 1.805 [895, 573, 946, 580]
inventory-col-header: 31/12/25 [855, 607, 913, 615]
cash-cell: 726.193 [930, 358, 972, 365]
provision-cell: (29.923) [813, 565, 836, 572]
deferred-tax-row [665, 792, 972, 799]
receivables-cell: 1.718.896 [885, 517, 929, 524]
inventory-cell: 311.531 [950, 615, 971, 622]
deferred-tax-cell: (121.486) [802, 855, 828, 862]
deferred-tax-row-label [665, 863, 800, 870]
deferred-tax-cell: (42.016) [918, 792, 943, 799]
deferred-tax-cell: 82.123 [809, 841, 828, 848]
cash-cell: 96.505 [930, 380, 972, 387]
inventory-row-label: Almoxarifados de manutenção [665, 636, 746, 643]
deferred-tax-row-label: Impostos diferidos líquidos [665, 841, 736, 848]
cash-row [665, 380, 972, 387]
deferred-tax-cell: (131.942) [802, 813, 828, 820]
receivables-row [665, 525, 972, 532]
deferred-tax-cell: 117.240 [950, 777, 971, 784]
cash-cell: 12.720 [911, 365, 930, 372]
provision-table [665, 550, 972, 581]
deferred-tax-cell [800, 764, 829, 771]
receivables-col-header: 31/12/25 [885, 494, 929, 502]
inventory-cell: 912.404 [914, 651, 972, 658]
deferred-tax-cell [855, 856, 918, 863]
deferred-tax-cell: 66.120 [952, 784, 971, 791]
deferred-tax-cell [943, 764, 972, 771]
inventory-row-label: Produtos acabados [665, 615, 717, 622]
deferred-tax-cell: (24.713) [949, 806, 971, 813]
deferred-tax-cell: - [851, 820, 854, 827]
cash-cell: 61.137 [952, 365, 971, 372]
deferred-tax-cell: (94.292) [949, 855, 971, 862]
provision-col-header: Variação cambial [895, 557, 946, 565]
inventory-cell: 15.810 [894, 643, 913, 650]
provision-cell: (21.539) [839, 565, 862, 572]
deferred-tax-cell: 13.739 [924, 820, 943, 827]
continuation-tag: ★ continuação [31, 33, 77, 40]
deferred-tax-cell: 19.948 [855, 835, 918, 842]
cash-cell: 7.372 [867, 350, 882, 357]
inventory-row [665, 629, 972, 636]
deferred-tax-cell: (13.502) [831, 813, 854, 820]
inventory-row-label: Matérias-primas [665, 629, 708, 636]
deferred-tax-row [665, 785, 972, 792]
deferred-tax-cell: 203.609 [806, 848, 828, 855]
deferred-tax-row [665, 835, 972, 842]
provision-col-header: Adições [838, 557, 862, 564]
